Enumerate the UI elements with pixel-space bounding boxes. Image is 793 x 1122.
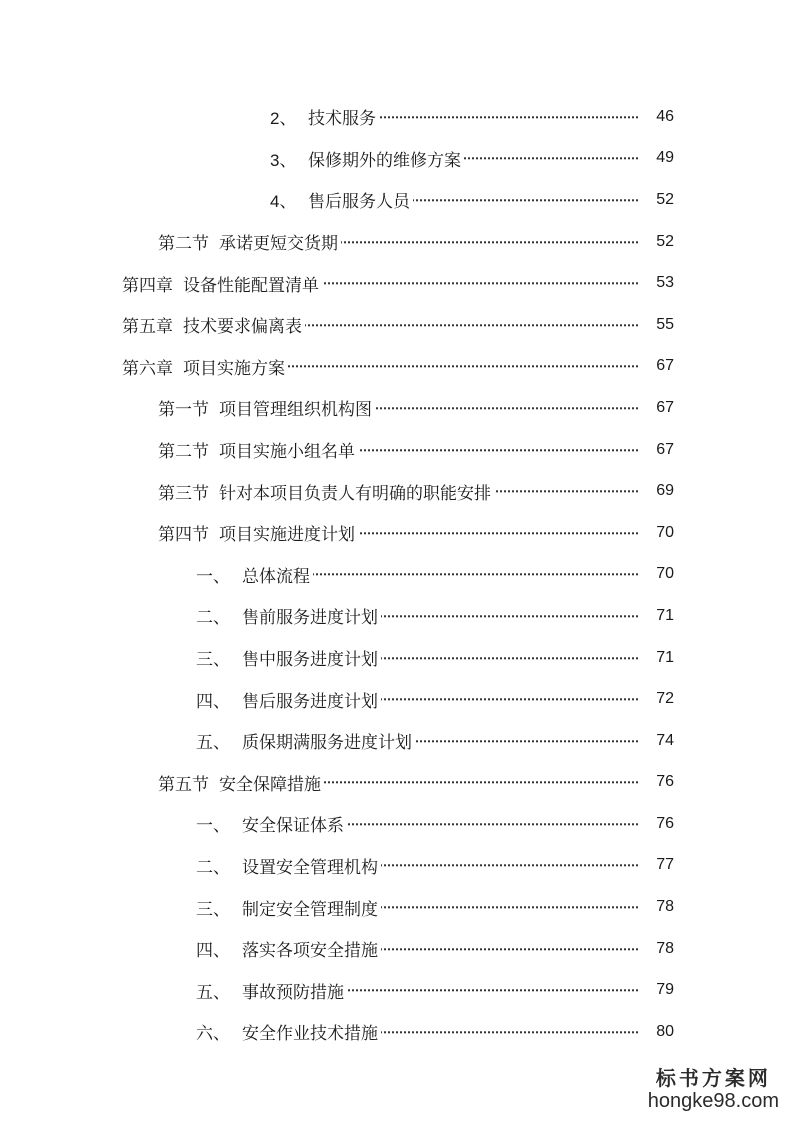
toc-entry[interactable] bbox=[0, 554, 793, 596]
toc-entry-number: 第五章 bbox=[122, 317, 173, 338]
toc-entry-page: 78 bbox=[638, 940, 674, 958]
toc-entry-title: 技术要求偏离表 bbox=[183, 317, 302, 338]
toc-entry-title: 项目管理组织机构图 bbox=[219, 400, 372, 421]
toc-entry-title: 设备性能配置清单 bbox=[183, 275, 319, 296]
toc-entry[interactable] bbox=[0, 720, 793, 762]
toc-entry-number: 2、 bbox=[270, 109, 297, 129]
toc-entry-label bbox=[0, 312, 305, 337]
toc-entry-page: 52 bbox=[638, 191, 674, 209]
toc-entry-page: 69 bbox=[638, 482, 674, 500]
toc-entry-label bbox=[0, 395, 375, 420]
toc-entry-number: 3、 bbox=[270, 150, 297, 170]
toc-entry-page: 77 bbox=[638, 856, 674, 874]
toc-entry-page: 80 bbox=[638, 1023, 674, 1041]
toc-entry-number: 第二节 bbox=[158, 234, 209, 255]
watermark-url: hongke98.com bbox=[647, 1090, 779, 1112]
toc-entry-number: 五、 bbox=[196, 982, 230, 1003]
toc-entry-title: 质保期满服务进度计划 bbox=[242, 733, 412, 754]
toc-entry-number: 第五节 bbox=[158, 774, 209, 795]
toc-entry-number: 第二节 bbox=[158, 442, 209, 463]
toc-entry-page: 71 bbox=[638, 649, 674, 667]
toc-entry-page: 53 bbox=[638, 274, 674, 292]
toc-entry[interactable] bbox=[0, 429, 793, 471]
toc-entry-page: 70 bbox=[638, 524, 674, 542]
toc-entry-title: 安全保障措施 bbox=[219, 774, 321, 795]
toc-entry-page: 70 bbox=[638, 565, 674, 583]
toc-entry-page: 76 bbox=[638, 815, 674, 833]
toc-entry-title: 项目实施方案 bbox=[183, 358, 285, 379]
toc-entry-page: 72 bbox=[638, 690, 674, 708]
toc-entry-label bbox=[0, 895, 381, 920]
toc-entry-page: 78 bbox=[638, 898, 674, 916]
toc-entry-page: 74 bbox=[638, 732, 674, 750]
toc-entry-label bbox=[0, 728, 415, 753]
toc-entry-label bbox=[0, 437, 358, 462]
toc-entry-number: 二、 bbox=[196, 608, 230, 629]
toc-entry-number: 五、 bbox=[196, 733, 230, 754]
toc-entry-title: 售后服务进度计划 bbox=[242, 691, 378, 712]
toc-entry-label bbox=[0, 479, 494, 504]
toc-entry-number: 第六章 bbox=[122, 358, 173, 379]
toc-entry[interactable] bbox=[0, 346, 793, 388]
toc-entry-label bbox=[0, 271, 322, 296]
toc-entry-title: 安全作业技术措施 bbox=[242, 1024, 378, 1045]
toc-entry[interactable] bbox=[0, 762, 793, 804]
toc-entry[interactable] bbox=[0, 262, 793, 304]
toc-entry-label bbox=[0, 562, 313, 587]
toc-entry-label bbox=[0, 853, 381, 878]
toc-entry-label bbox=[0, 146, 464, 171]
toc-entry-label bbox=[0, 1019, 381, 1044]
toc-entry[interactable] bbox=[0, 637, 793, 679]
toc-entry[interactable] bbox=[0, 595, 793, 637]
toc-entry-label bbox=[0, 687, 381, 712]
toc-entry-title: 售前服务进度计划 bbox=[242, 608, 378, 629]
toc-entry[interactable] bbox=[0, 470, 793, 512]
toc-entry-label bbox=[0, 104, 379, 129]
toc-entry-label bbox=[0, 770, 324, 795]
toc-entry-label bbox=[0, 645, 381, 670]
toc-entry-title: 制定安全管理制度 bbox=[242, 899, 378, 920]
toc-entry-title: 售后服务人员 bbox=[308, 192, 410, 213]
toc-entry-number: 二、 bbox=[196, 857, 230, 878]
toc-entry-page: 71 bbox=[638, 607, 674, 625]
toc-entry-number: 一、 bbox=[196, 816, 230, 837]
toc-entry-number: 第四节 bbox=[158, 525, 209, 546]
toc-entry-title: 保修期外的维修方案 bbox=[308, 150, 461, 171]
toc-entry[interactable] bbox=[0, 886, 793, 928]
toc-entry[interactable] bbox=[0, 512, 793, 554]
toc-entry-label bbox=[0, 354, 288, 379]
toc-entry-label bbox=[0, 229, 341, 254]
watermark-title: 标书方案网 bbox=[655, 1066, 771, 1090]
toc-entry[interactable] bbox=[0, 678, 793, 720]
toc-entry[interactable] bbox=[0, 803, 793, 845]
toc-entry-number: 四、 bbox=[196, 691, 230, 712]
toc-entry-page: 67 bbox=[638, 399, 674, 417]
toc-entry[interactable] bbox=[0, 304, 793, 346]
toc-entry-number: 六、 bbox=[196, 1024, 230, 1045]
toc-entry-label bbox=[0, 603, 381, 628]
toc-entry[interactable] bbox=[0, 221, 793, 263]
toc-entry-number: 第四章 bbox=[122, 275, 173, 296]
toc-entry[interactable] bbox=[0, 1011, 793, 1053]
toc-entry-label bbox=[0, 187, 413, 212]
toc-entry-number: 三、 bbox=[196, 899, 230, 920]
toc-entry[interactable] bbox=[0, 928, 793, 970]
toc-entry[interactable] bbox=[0, 179, 793, 221]
toc-entry-title: 承诺更短交货期 bbox=[219, 234, 338, 255]
toc-entry[interactable] bbox=[0, 138, 793, 180]
site-watermark bbox=[648, 1066, 779, 1112]
table-of-contents bbox=[0, 96, 793, 1053]
toc-entry-label bbox=[0, 520, 358, 545]
toc-entry-page: 52 bbox=[638, 233, 674, 251]
toc-entry-title: 针对本项目负责人有明确的职能安排 bbox=[219, 483, 491, 504]
toc-entry-title: 事故预防措施 bbox=[242, 982, 344, 1003]
toc-entry-title: 项目实施进度计划 bbox=[219, 525, 355, 546]
toc-entry-page: 67 bbox=[638, 441, 674, 459]
toc-entry-page: 55 bbox=[638, 316, 674, 334]
toc-entry-page: 67 bbox=[638, 357, 674, 375]
toc-entry[interactable] bbox=[0, 96, 793, 138]
toc-entry-title: 总体流程 bbox=[242, 566, 310, 587]
toc-entry-label bbox=[0, 978, 347, 1003]
toc-entry-number: 四、 bbox=[196, 941, 230, 962]
toc-entry-number: 一、 bbox=[196, 566, 230, 587]
toc-entry[interactable] bbox=[0, 845, 793, 887]
toc-entry-page: 79 bbox=[638, 981, 674, 999]
toc-entry-title: 项目实施小组名单 bbox=[219, 442, 355, 463]
toc-entry-title: 安全保证体系 bbox=[242, 816, 344, 837]
toc-entry-title: 技术服务 bbox=[308, 109, 376, 130]
toc-entry-label bbox=[0, 936, 381, 961]
toc-entry-page: 49 bbox=[638, 149, 674, 167]
toc-entry-title: 售中服务进度计划 bbox=[242, 650, 378, 671]
toc-entry-number: 第三节 bbox=[158, 483, 209, 504]
toc-entry-title: 设置安全管理机构 bbox=[242, 857, 378, 878]
toc-entry-label bbox=[0, 811, 347, 836]
toc-entry-page: 76 bbox=[638, 773, 674, 791]
toc-entry-title: 落实各项安全措施 bbox=[242, 941, 378, 962]
toc-entry-number: 三、 bbox=[196, 650, 230, 671]
toc-entry-number: 4、 bbox=[270, 192, 297, 212]
toc-entry[interactable] bbox=[0, 969, 793, 1011]
toc-entry-page: 46 bbox=[638, 108, 674, 126]
toc-entry-number: 第一节 bbox=[158, 400, 209, 421]
toc-entry[interactable] bbox=[0, 387, 793, 429]
